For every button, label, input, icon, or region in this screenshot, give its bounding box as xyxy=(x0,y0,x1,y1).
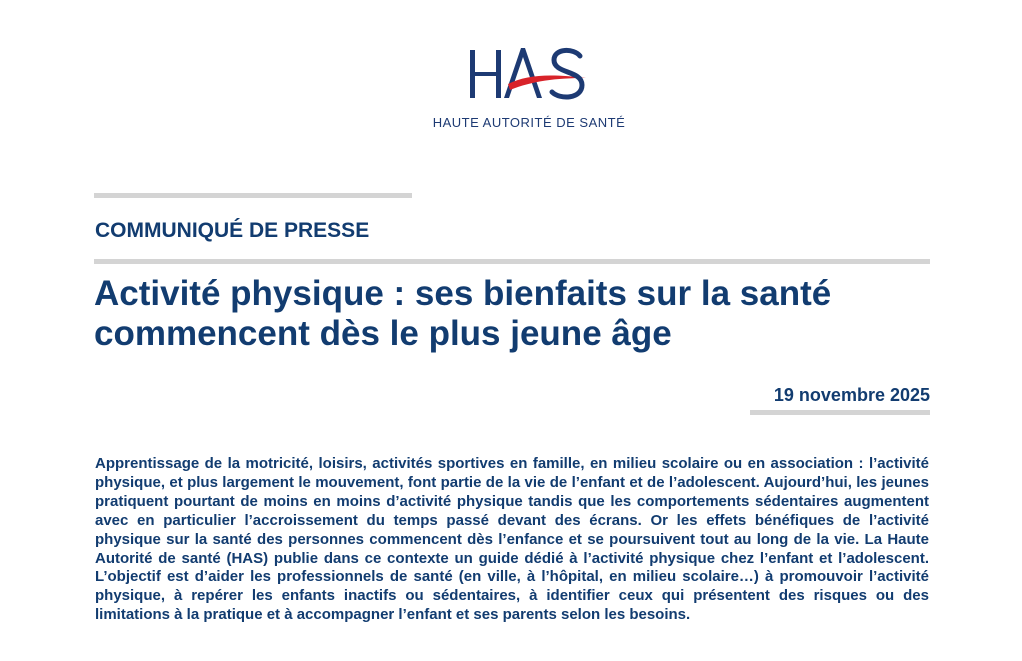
lede-paragraph: Apprentissage de la motricité, loisirs, activités sportives en famille, en milieu scolaire ou en association : l’activité physique, et plus largement le mouvement, font partie de la vie de l’enfant et de l’adolescent. Aujourd’hui, les jeunes pratiquent pourtant de moins en moins d’activité physique tandis que les comportements sédentaires augmentent avec en particulier l’accroissement du temps passé devant des écrans. Or les effets bénéfiques de l’activité physique sur la santé des personnes commencent dès l’enfance et se poursuivent tout au long de la vie. La Haute Autorité de santé (HAS) publie dans ce contexte un guide dédié à l’activité physique chez l’enfant et l’adolescent. L’objectif est d’aider les professionnels de santé (en ville, à l’hôpital, en milieu scolaire…) à promouvoir l’activité physique, à repérer les enfants inactifs ou sédentaires, à identifier ceux qui présentent des risques ou des limitations à la pratique et à accompagner l’enfant et ses parents selon les besoins. xyxy=(95,455,929,624)
has-logo-mark xyxy=(468,44,590,106)
divider-headline xyxy=(94,259,930,264)
headline-line-2: commencent dès le plus jeune âge xyxy=(94,314,672,353)
headline xyxy=(94,274,934,354)
logo-tagline: HAUTE AUTORITÉ DE SANTÉ xyxy=(432,115,626,130)
press-release-label: COMMUNIQUÉ DE PRESSE xyxy=(95,219,370,242)
has-logo xyxy=(424,44,634,134)
divider-date xyxy=(750,410,930,415)
publication-date: 19 novembre 2025 xyxy=(773,385,930,405)
divider-top xyxy=(94,193,412,198)
headline-line-1: Activité physique : ses bienfaits sur la santé xyxy=(94,274,832,313)
